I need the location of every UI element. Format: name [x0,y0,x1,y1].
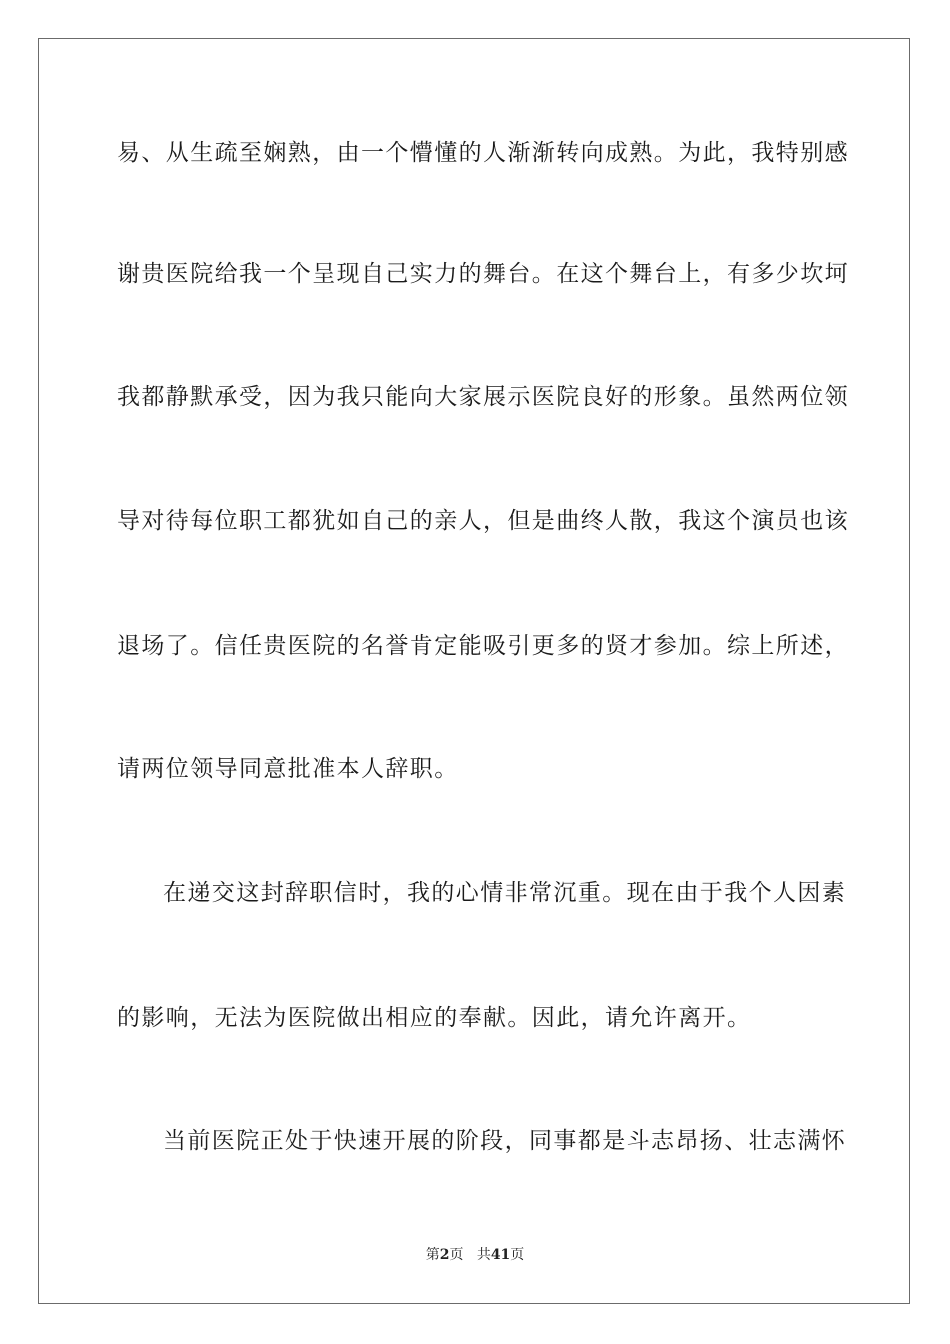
total-label-prefix: 共 [476,1247,491,1263]
text-line-paragraph-start: 当前医院正处于快速开展的阶段，同事都是斗志昂扬、壮志满怀 [163,1128,847,1154]
text-line: 易、从生疏至娴熟，由一个懵懂的人渐渐转向成熟。为此，我特别感 [117,140,849,166]
text-line: 谢贵医院给我一个呈现自己实力的舞台。在这个舞台上，有多少坎坷 [117,261,849,287]
text-line-paragraph-start: 在递交这封辞职信时，我的心情非常沉重。现在由于我个人因素 [163,880,847,906]
total-pages: 41 [490,1247,511,1263]
total-label-suffix: 页 [510,1247,525,1263]
text-line: 的影响，无法为医院做出相应的奉献。因此，请允许离开。 [117,1005,752,1031]
page-label-suffix: 页 [449,1247,464,1263]
text-line: 我都静默承受，因为我只能向大家展示医院良好的形象。虽然两位领 [117,384,849,410]
page-number: 2 [439,1247,450,1263]
page-border [38,38,910,1304]
page-footer [0,1246,950,1264]
text-line: 请两位领导同意批准本人辞职。 [117,756,459,782]
text-line: 退场了。信任贵医院的名誉肯定能吸引更多的贤才参加。综上所述， [117,633,849,659]
page-label-prefix: 第 [425,1247,440,1263]
text-line: 导对待每位职工都犹如自己的亲人，但是曲终人散，我这个演员也该 [117,508,849,534]
